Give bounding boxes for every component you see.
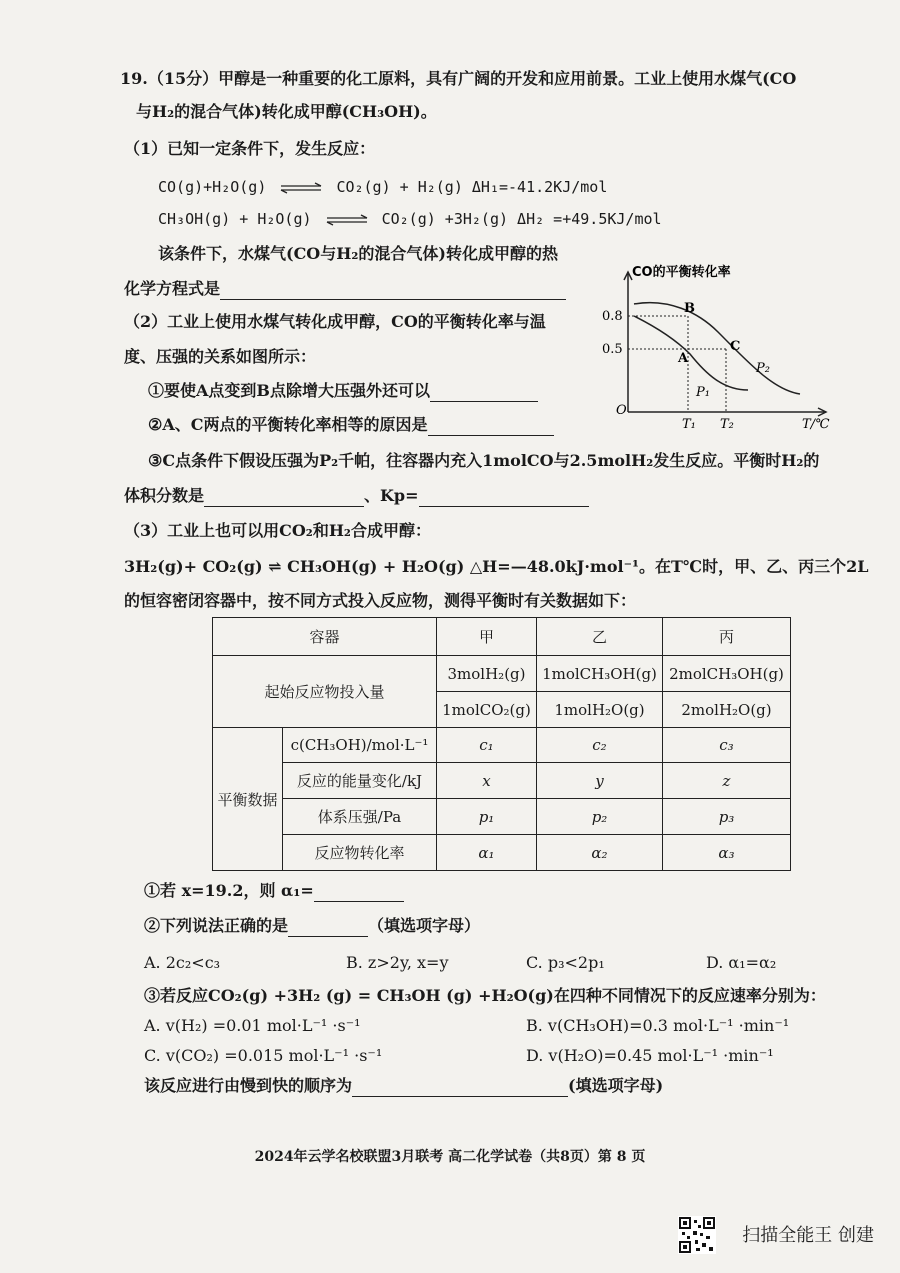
page-footer: 2024年云学名校联盟3月联考 高二化学试卷（共8页）第 8 页	[254, 1149, 646, 1165]
header-yi: 乙	[537, 618, 663, 656]
rate-a: A. v(H₂) =0.01 mol·L⁻¹ ·s⁻¹	[144, 1016, 361, 1035]
part2-q2-line	[148, 414, 554, 436]
answer-blank-4[interactable]	[204, 488, 364, 507]
part3-order-line	[144, 1075, 663, 1097]
equilibrium-data-table	[212, 617, 791, 871]
point-b-label: B	[684, 301, 695, 316]
option-d: D. α₁=α₂	[706, 953, 777, 972]
header-bing: 丙	[663, 618, 791, 656]
part2-heading: （2）工业上使用水煤气转化成甲醇，CO的平衡转化率与温	[124, 312, 546, 331]
cell-a3: α₃	[663, 835, 791, 871]
t1-label: T₁	[682, 417, 696, 432]
eq2-products: CO₂(g) +3H₂(g) ΔH₂ =+49.5KJ/mol	[381, 210, 662, 228]
part3-equation: 3H₂(g)+ CO₂(g) ⇌ CH₃OH(g) + H₂O(g) △H=—48.0kJ·mol⁻¹。在T℃时，甲、乙、丙三个2L	[124, 557, 869, 576]
q19-intro-line2: 与H₂的混合气体)转化成甲醇(CH₃OH)。	[136, 102, 437, 121]
eq1-products: CO₂(g) + H₂(g) ΔH₁=-41.2KJ/mol	[336, 178, 608, 196]
cell-bing-2: 2molH₂O(g)	[663, 692, 791, 728]
part2-q3c: 、Kp=	[364, 486, 419, 505]
part3-q3: ③若反应CO₂(g) +3H₂ (g) = CH₃OH (g) +H₂O(g)在四种不同情况下的反应速率分别为：	[144, 986, 826, 1005]
answer-blank-3[interactable]	[428, 417, 554, 436]
graph-title: CO的平衡转化率	[632, 265, 731, 280]
header-jia: 甲	[437, 618, 537, 656]
cell-c2: c₂	[537, 728, 663, 763]
part3-q1: ①若 x=19.2，则 α₁=	[144, 881, 314, 900]
part3-order: 该反应进行由慢到快的顺序为	[144, 1076, 353, 1095]
rate-d: D. v(H₂O)=0.45 mol·L⁻¹ ·min⁻¹	[526, 1046, 774, 1065]
option-a: A. 2c₂<c₃	[144, 953, 221, 972]
equilibrium-arrow-icon	[325, 214, 369, 226]
part2-q3b: 体积分数是	[124, 486, 205, 505]
eq2-reactants: CH₃OH(g) + H₂O(g)	[158, 210, 312, 228]
scanner-watermark: 扫描全能王 创建	[742, 1225, 874, 1246]
co-conversion-graph	[598, 262, 848, 432]
row-eq-label: 平衡数据	[213, 728, 283, 871]
cell-a2: α₂	[537, 835, 663, 871]
eq1-reactants: CO(g)+H₂O(g)	[158, 178, 267, 196]
answer-blank-1[interactable]	[220, 281, 566, 300]
answer-blank-5[interactable]	[419, 488, 589, 507]
cell-z: z	[663, 763, 791, 799]
equilibrium-arrow-icon	[279, 182, 323, 194]
part3-text: 的恒容密闭容器中，按不同方式投入反应物，测得平衡时有关数据如下：	[124, 591, 637, 610]
answer-blank-8[interactable]	[352, 1078, 568, 1097]
part1-text2: 化学方程式是	[124, 279, 221, 298]
rate-c: C. v(CO₂) =0.015 mol·L⁻¹ ·s⁻¹	[144, 1046, 383, 1065]
rate-b: B. v(CH₃OH)=0.3 mol·L⁻¹ ·min⁻¹	[526, 1016, 790, 1035]
part1-heading: （1）已知一定条件下，发生反应：	[124, 139, 376, 158]
row-c-label: c(CH₃OH)/mol·L⁻¹	[283, 728, 437, 763]
p2-label: P₂	[756, 361, 770, 376]
part3-q2: ②下列说法正确的是	[144, 916, 289, 935]
p1-label: P₁	[696, 385, 710, 400]
part2-q1-line	[148, 380, 538, 402]
cell-c3: c₃	[663, 728, 791, 763]
row-start-label: 起始反应物投入量	[213, 656, 437, 728]
row-energy-label: 反应的能量变化/kJ	[283, 763, 437, 799]
cell-x: x	[437, 763, 537, 799]
y-tick-08: 0.8	[602, 309, 623, 324]
part3-q2-hint: （填选项字母）	[368, 916, 481, 935]
part2-heading2: 度、压强的关系如图所示：	[124, 347, 317, 366]
row-conversion-label: 反应物转化率	[283, 835, 437, 871]
origin-label: O	[616, 403, 627, 418]
cell-yi-2: 1molH₂O(g)	[537, 692, 663, 728]
equation-1	[158, 176, 607, 198]
part3-q2-line	[144, 915, 480, 937]
point-c-label: C	[730, 339, 741, 354]
cell-yi-1: 1molCH₃OH(g)	[537, 656, 663, 692]
answer-blank-7[interactable]	[288, 918, 368, 937]
cell-y: y	[537, 763, 663, 799]
qr-code-icon	[678, 1216, 716, 1254]
header-container: 容器	[213, 618, 437, 656]
option-c: C. p₃<2p₁	[526, 953, 605, 972]
cell-jia-1: 3molH₂(g)	[437, 656, 537, 692]
t2-label: T₂	[720, 417, 734, 432]
option-b: B. z>2y, x=y	[346, 953, 449, 972]
part3-heading: （3）工业上也可以用CO₂和H₂合成甲醇：	[124, 521, 431, 540]
row-pressure-label: 体系压强/Pa	[283, 799, 437, 835]
answer-blank-6[interactable]	[314, 883, 404, 902]
part2-q3: ③C点条件下假设压强为P₂千帕，往容器内充入1molCO与2.5molH₂发生反应。平衡时H₂的	[148, 451, 820, 470]
q19-intro-line1: 19.（15分）甲醇是一种重要的化工原料，具有广阔的开发和应用前景。工业上使用水煤气(CO	[120, 69, 797, 88]
cell-p3: p₃	[663, 799, 791, 835]
answer-blank-2[interactable]	[430, 383, 538, 402]
cell-c1: c₁	[437, 728, 537, 763]
part2-q3-answer-line	[124, 485, 589, 507]
cell-a1: α₁	[437, 835, 537, 871]
cell-p2: p₂	[537, 799, 663, 835]
part3-q1-line	[144, 880, 404, 902]
point-a-label: A	[678, 351, 689, 366]
cell-p1: p₁	[437, 799, 537, 835]
part1-text1: 该条件下，水煤气(CO与H₂的混合气体)转化成甲醇的热	[158, 244, 558, 263]
part2-q1: ①要使A点变到B点除增大压强外还可以	[148, 381, 430, 400]
part1-answer-line	[124, 278, 566, 300]
part2-q2: ②A、C两点的平衡转化率相等的原因是	[148, 415, 428, 434]
cell-bing-1: 2molCH₃OH(g)	[663, 656, 791, 692]
x-axis-label: T/℃	[802, 417, 830, 432]
cell-jia-2: 1molCO₂(g)	[437, 692, 537, 728]
equation-2	[158, 208, 662, 230]
y-tick-05: 0.5	[602, 342, 623, 357]
part3-order-hint: (填选项字母)	[568, 1076, 664, 1095]
